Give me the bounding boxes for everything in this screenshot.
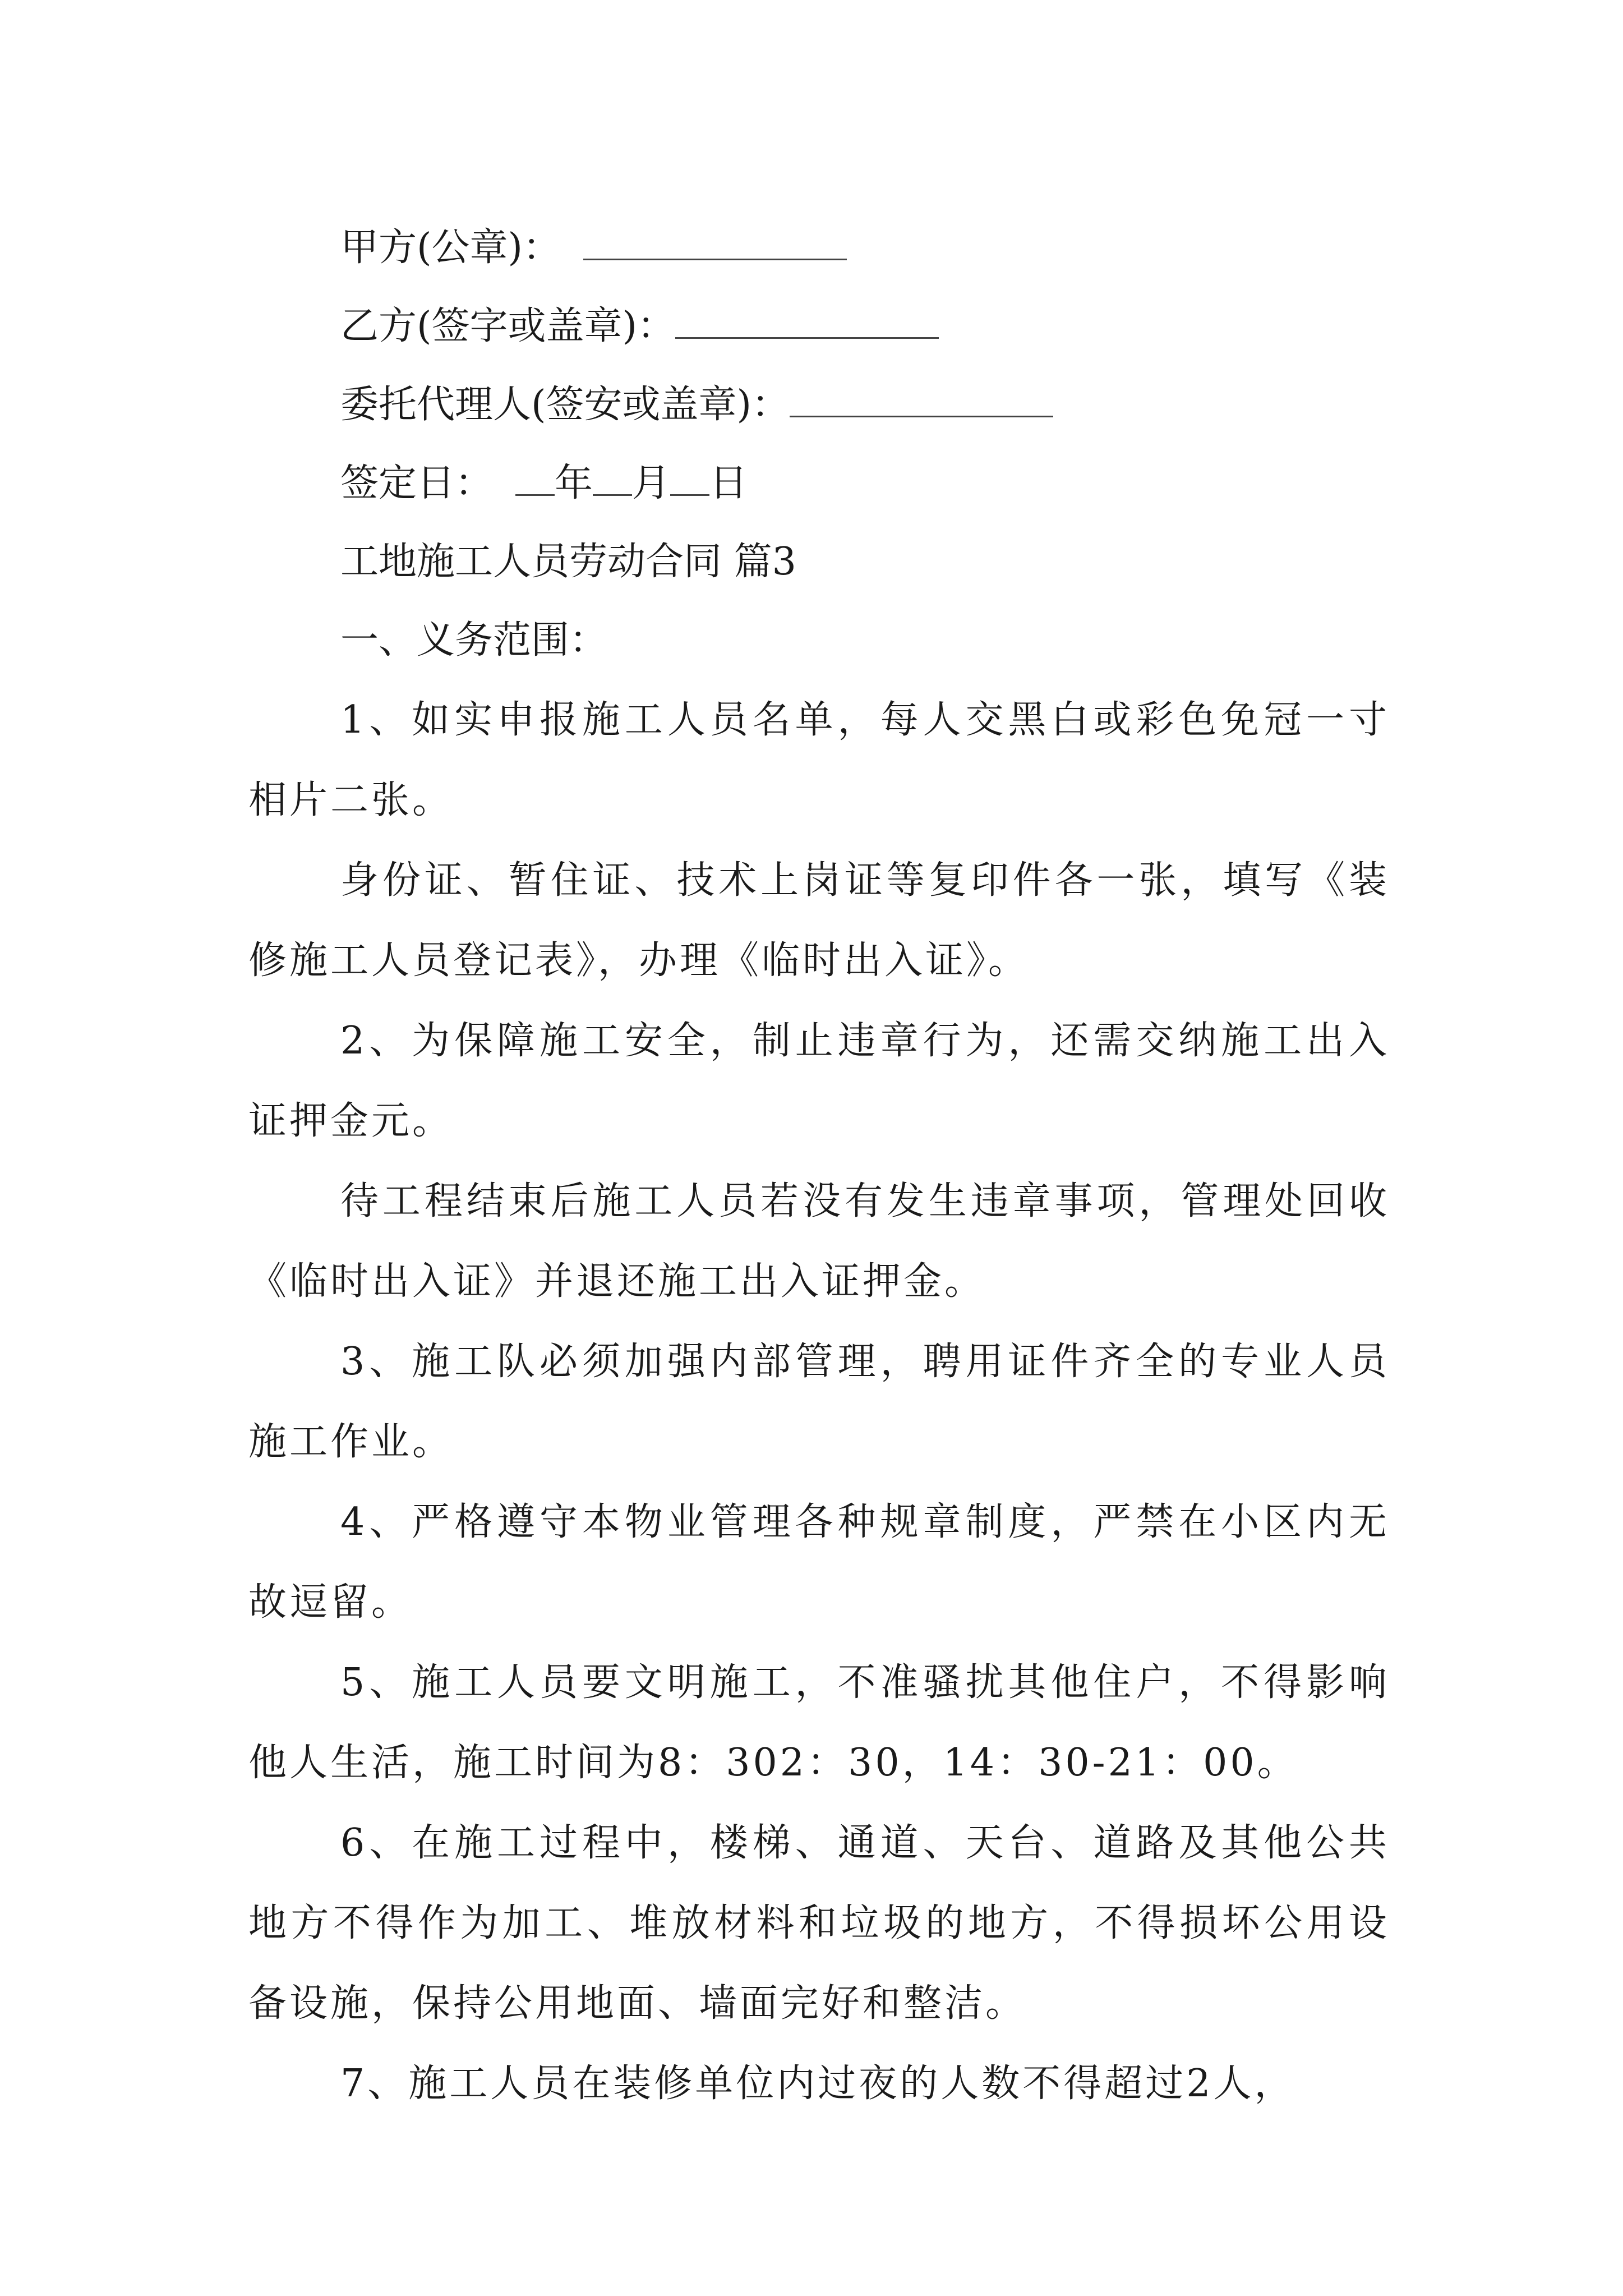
year-label: 年 [555,461,593,505]
day-label: 日 [709,461,748,505]
agent-label: 委托代理人(签安或盖章)： [340,383,790,427]
agent-line [248,366,1390,444]
agent-blank [790,382,1053,417]
section-title: 工地施工人员劳动合同 篇3 [340,540,796,584]
paragraph: 4、严格遵守本物业管理各种规章制度，严禁在小区内无故逗留。 [248,1500,1390,1625]
section-heading: 一、义务范围： [340,618,608,662]
paragraph: 2、为保障施工安全，制止违章行为，还需交纳施工出入证押金元。 [248,1019,1390,1143]
party-b-blank [675,303,939,339]
paragraph: 身份证、暂住证、技术上岗证等复印件各一张，填写《装修施工人员登记表》，办理《临时出入证》。 [248,858,1390,983]
date-label: 签定日： [340,461,494,505]
party-a-label: 甲方(公章)： [340,226,561,270]
paragraph: 6、在施工过程中，楼梯、通道、天台、道路及其他公共地方不得作为加工、堆放材料和垃圾的地方，不得损坏公用设备设施，保持公用地面、墙面完好和整洁。 [248,1821,1390,2026]
paragraph: 待工程结束后施工人员若没有发生违章事项，管理处回收《临时出入证》并退还施工出入证押金。 [248,1179,1390,1304]
month-blank [593,461,632,496]
date-line [248,444,1390,523]
party-a-line [248,209,1390,287]
party-a-blank [583,225,847,260]
day-blank [670,461,709,496]
party-b-line [248,287,1390,366]
paragraph: 7、施工人员在装修单位内过夜的人数不得超过2人， [340,2062,1295,2106]
paragraph: 5、施工人员要文明施工，不准骚扰其他住户，不得影响他人生活，施工时间为8：302：30，14：30-21：00。 [248,1660,1390,1785]
party-b-label: 乙方(签字或盖章)： [340,304,676,348]
document-body [248,209,1390,2124]
paragraph: 3、施工队必须加强内部管理，聘用证件齐全的专业人员施工作业。 [248,1340,1390,1464]
month-label: 月 [632,461,671,505]
paragraph: 1、如实申报施工人员名单，每人交黑白或彩色免冠一寸相片二张。 [248,698,1390,822]
year-blank [515,461,555,496]
